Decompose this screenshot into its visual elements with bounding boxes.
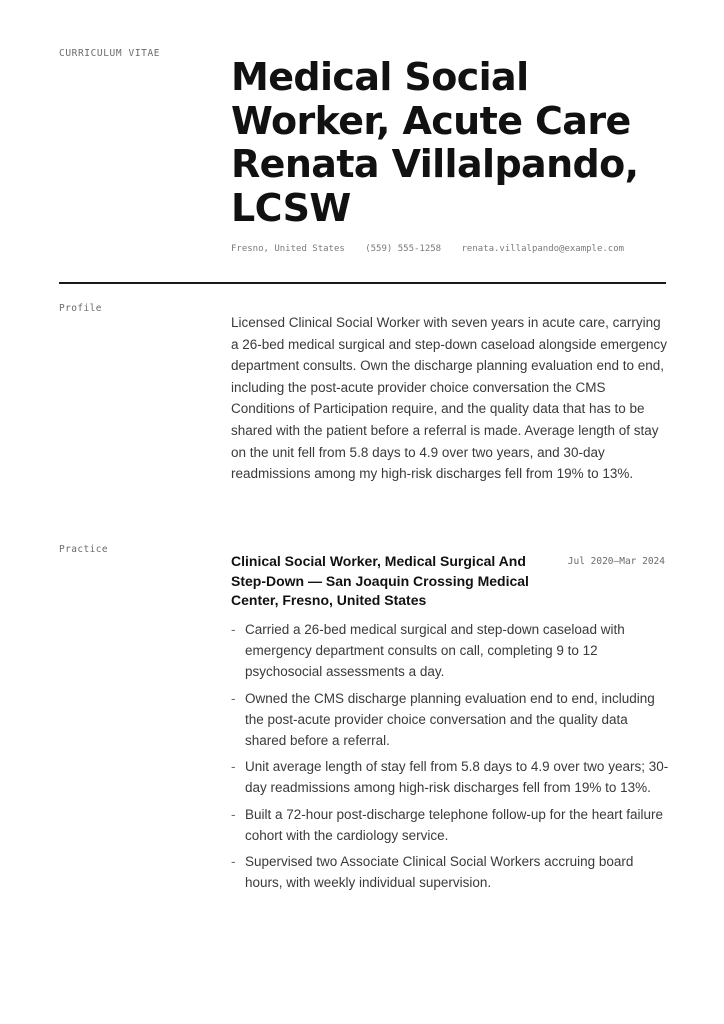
section-label-profile: Profile <box>59 303 102 314</box>
contact-email: renata.villalpando@example.com <box>461 244 625 254</box>
contact-phone: (559) 555-1258 <box>365 244 442 254</box>
bullet-marker: - <box>231 759 236 775</box>
list-item <box>231 804 671 846</box>
bullet-marker: - <box>231 806 236 822</box>
document-kicker: CURRICULUM VITAE <box>59 48 161 59</box>
bullet-text: Unit average length of stay fell from 5.8 days to 4.9 over two years; 30-day readmissions among high-risk discharges fell from 19% to 13%. <box>245 759 669 796</box>
header-divider <box>59 282 666 284</box>
list-item <box>231 756 671 798</box>
job-title: Clinical Social Worker, Medical Surgical And Step-Down — San Joaquin Crossing Medical Center, Fresno, United States <box>231 553 529 608</box>
bullet-marker: - <box>231 854 236 870</box>
section-label-practice: Practice <box>59 544 108 555</box>
list-item <box>231 619 671 683</box>
bullet-marker: - <box>231 622 236 637</box>
bullet-text: Owned the CMS discharge planning evaluation end to end, including the post-acute provider choice conversation and the quality data shared before a referral. <box>245 690 655 749</box>
contact-location: Fresno, United States <box>231 244 345 254</box>
contact-line <box>231 244 624 254</box>
job-dates: Jul 2020–Mar 2024 <box>567 556 665 567</box>
bullet-text: Built a 72-hour post-discharge telephone follow-up for the heart failure cohort with the cardiology service. <box>245 806 663 843</box>
bullet-text: Carried a 26-bed medical surgical and step-down caseload with emergency department consults on call, completing 9 to 12 psychosocial assessments a day. <box>245 622 625 680</box>
resume-name-title: Medical Social Worker, Acute Care Renata Villalpando, LCSW <box>231 55 639 230</box>
list-item <box>231 851 671 893</box>
bullet-marker: - <box>231 690 236 706</box>
bullet-text: Supervised two Associate Clinical Social Workers accruing board hours, with weekly individual supervision. <box>245 854 634 891</box>
list-item <box>231 688 671 752</box>
profile-summary: Licensed Clinical Social Worker with seven years in acute care, carrying a 26-bed medical surgical and step-down caseload alongside emergency department consults. Own the discharge planning evaluation end to end, including the post-acute provider choice conversation the CMS Conditions of Participation require, and the quality data that has to be shared with the patient before a referral is made. Average length of stay on the unit fell from 5.8 days to 4.9 over two years, and 30-day readmissions among my high-risk discharges fell from 19% to 13%. <box>231 315 668 482</box>
job-bullet-list <box>231 619 671 898</box>
